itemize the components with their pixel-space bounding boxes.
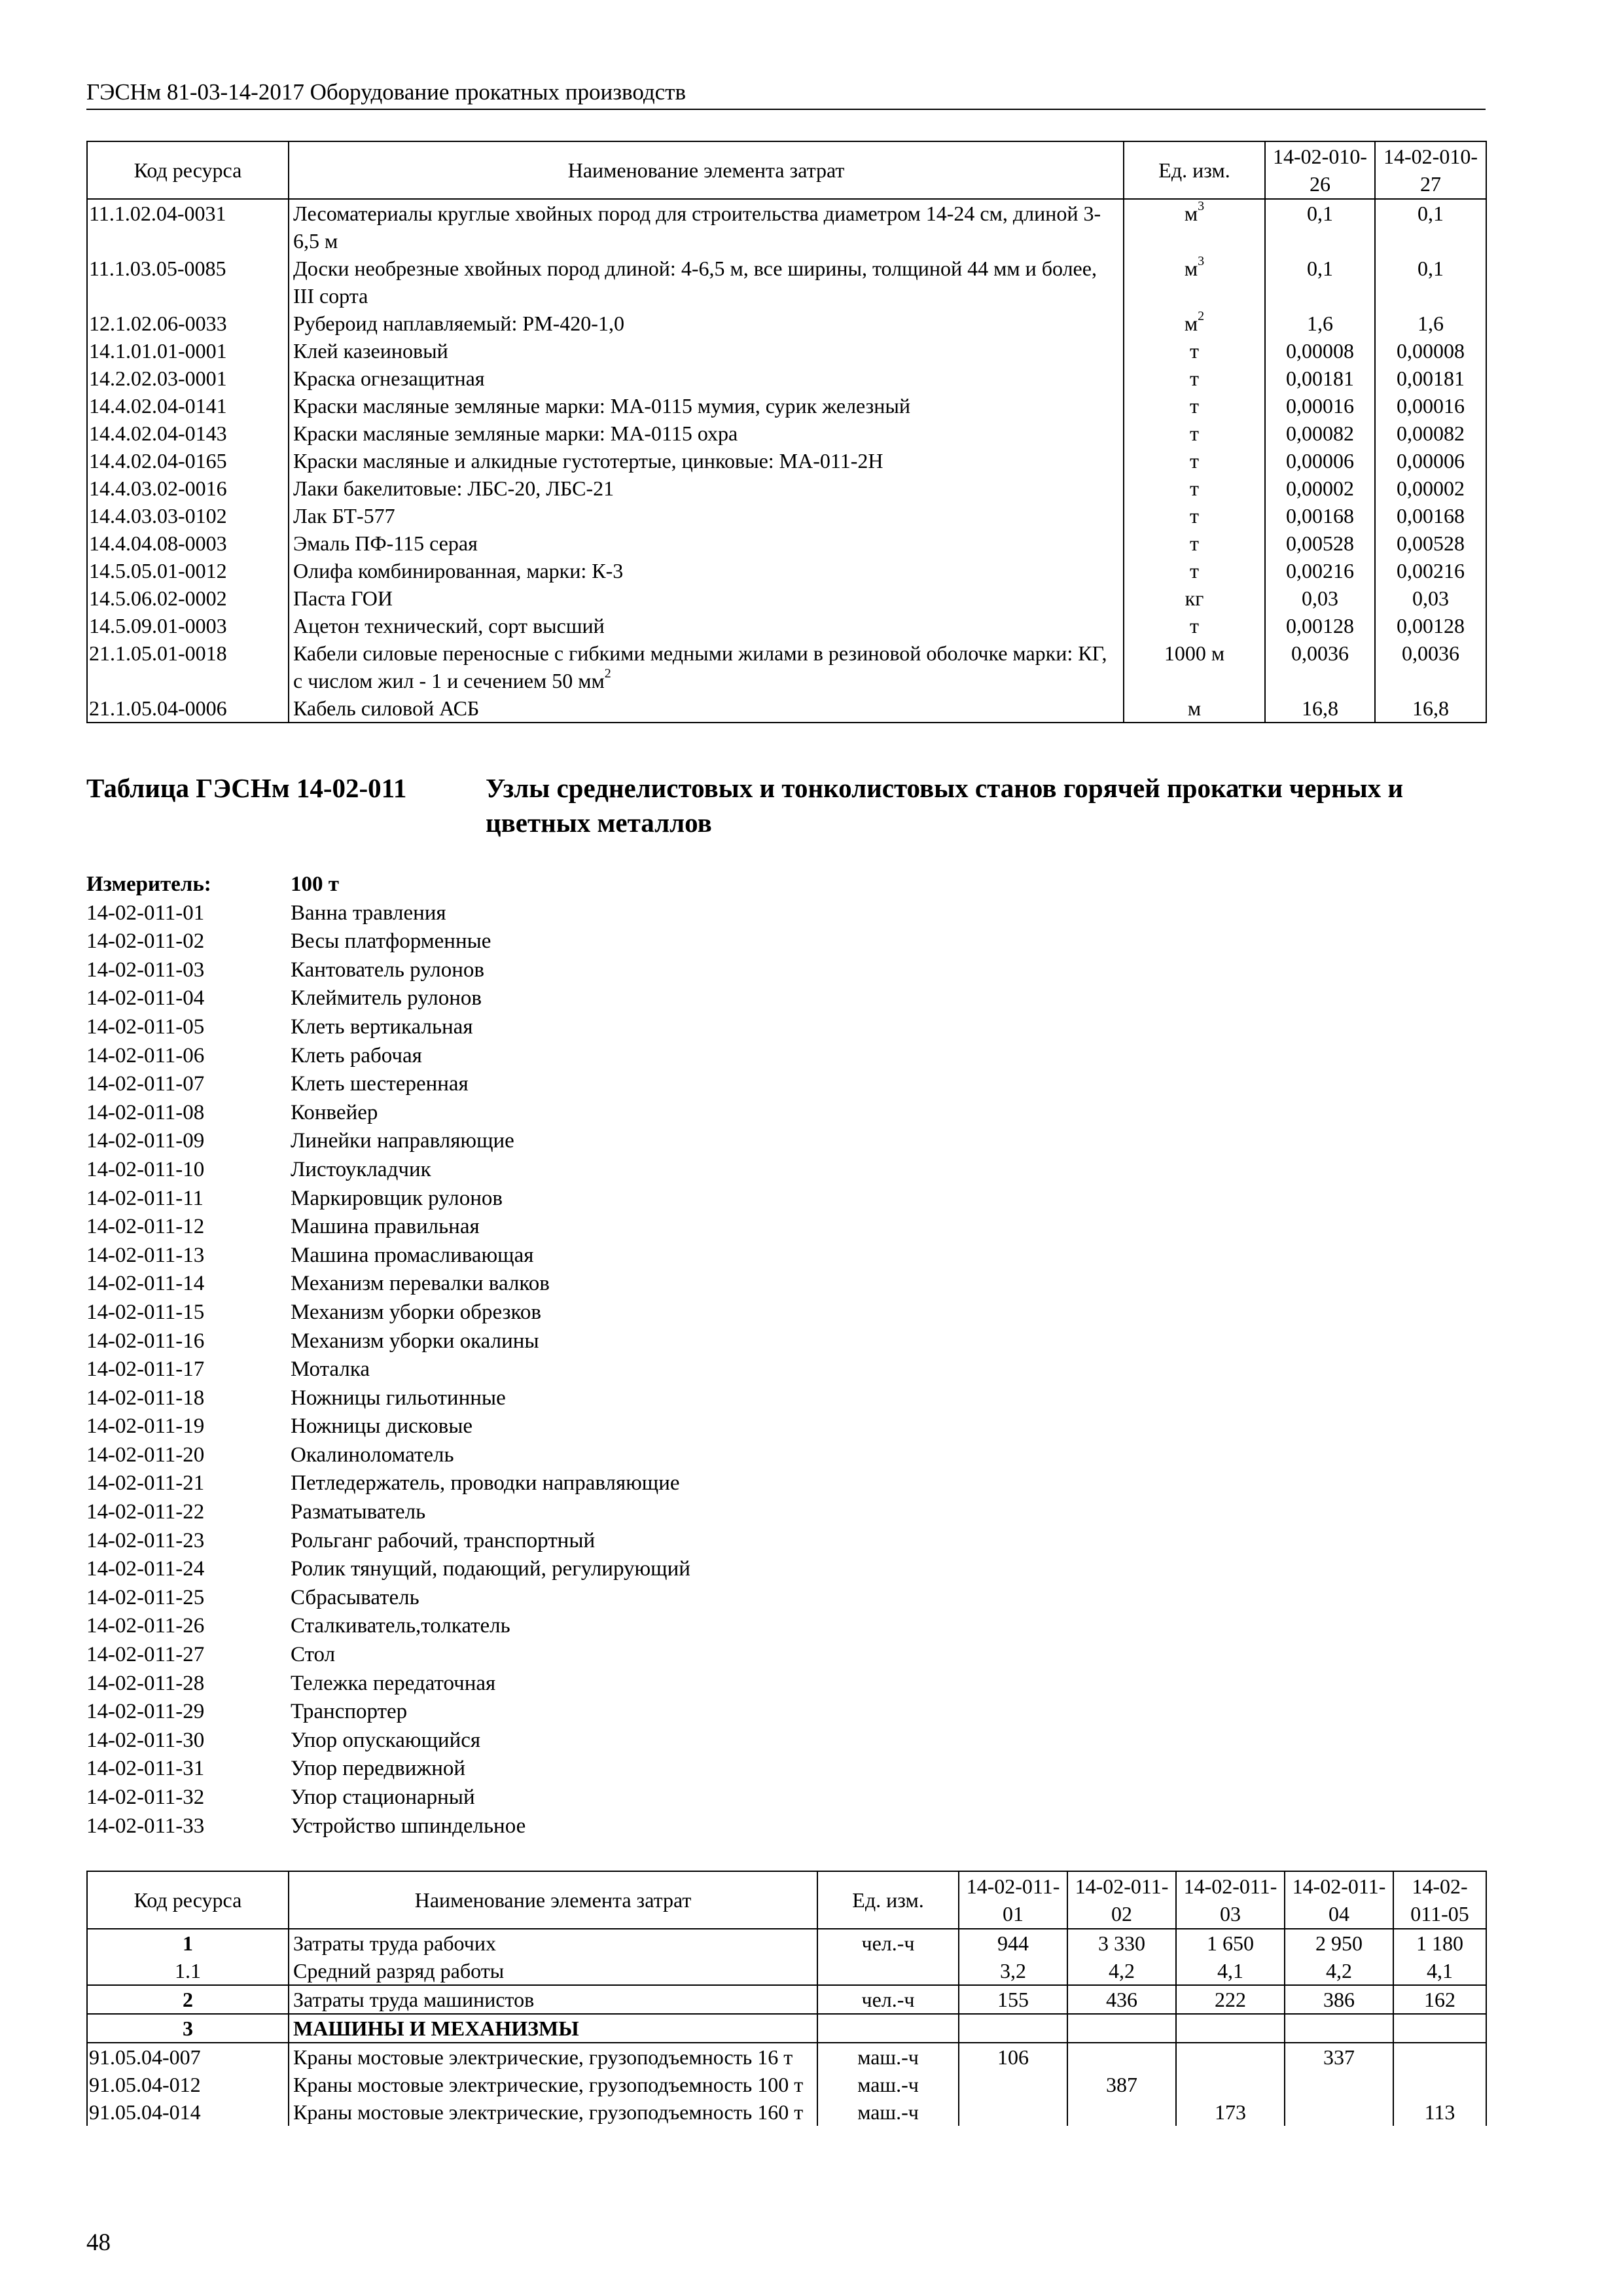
- list-item: [86, 1755, 1068, 1784]
- resource-name: МАШИНЫ И МЕХАНИЗМЫ: [289, 2014, 817, 2043]
- norm-value: 0,1: [1375, 255, 1486, 310]
- table-row: [87, 420, 1486, 447]
- norm-value: 0,1: [1265, 199, 1375, 255]
- norm-value: [959, 2014, 1067, 2043]
- resource-code: 14.5.05.01-0012: [87, 557, 289, 584]
- list-item: [86, 1670, 1068, 1698]
- resource-name: Затраты труда машинистов: [289, 1985, 817, 2014]
- table-row: [87, 255, 1486, 310]
- list-item: [86, 1612, 1068, 1641]
- table-title-label: Таблица ГЭСНм 14-02-011: [86, 773, 407, 803]
- norm-value: 387: [1067, 2071, 1176, 2098]
- list-item: [86, 1641, 1068, 1670]
- item-name: Устройство шпиндельное: [291, 1814, 526, 1838]
- norm-value: 222: [1176, 1985, 1285, 2014]
- resource-code: 21.1.05.01-0018: [87, 639, 289, 694]
- item-code: 14-02-011-13: [86, 1243, 205, 1267]
- resource-name: Краны мостовые электрические, грузоподъемность 16 т: [289, 2043, 817, 2071]
- table-row: [87, 612, 1486, 639]
- norm-value: 113: [1393, 2098, 1486, 2126]
- measure-value: 100 т: [291, 872, 339, 896]
- resource-code: 14.2.02.03-0001: [87, 365, 289, 392]
- table-row: [87, 557, 1486, 584]
- item-name: Машина правильная: [291, 1215, 480, 1239]
- resource-code: 91.05.04-012: [87, 2071, 289, 2098]
- unit-cell: маш.-ч: [817, 2098, 959, 2126]
- list-item: [86, 1270, 1068, 1299]
- norm-value: 0,03: [1375, 584, 1486, 612]
- list-item: [86, 1299, 1068, 1327]
- item-code: 14-02-011-22: [86, 1500, 205, 1524]
- item-code: 14-02-011-24: [86, 1557, 205, 1581]
- resource-code: 14.4.04.08-0003: [87, 529, 289, 557]
- item-code: 14-02-011-27: [86, 1643, 205, 1667]
- resource-name: Краны мостовые электрические, грузоподъемность 160 т: [289, 2098, 817, 2126]
- norm-value: 106: [959, 2043, 1067, 2071]
- col-header-norm: 14-02-010-27: [1375, 141, 1486, 199]
- table-row: [87, 2071, 1486, 2098]
- unit-cell: т: [1124, 447, 1265, 475]
- norm-value: 0,00002: [1375, 475, 1486, 502]
- table-row: [87, 337, 1486, 365]
- norm-value: 0,00181: [1265, 365, 1375, 392]
- table-row: [87, 365, 1486, 392]
- norm-value: 3 330: [1067, 1929, 1176, 1957]
- col-header-norm: 14-02-011-02: [1067, 1871, 1176, 1929]
- item-code: 14-02-011-30: [86, 1728, 205, 1752]
- list-item: [86, 1213, 1068, 1242]
- table-row: [87, 475, 1486, 502]
- list-item: [86, 1784, 1068, 1812]
- norm-value: [959, 2098, 1067, 2126]
- unit-cell: т: [1124, 365, 1265, 392]
- item-code: 14-02-011-03: [86, 958, 205, 982]
- norm-value: 0,00128: [1265, 612, 1375, 639]
- table-row: [87, 502, 1486, 529]
- item-name: Механизм перевалки валков: [291, 1272, 550, 1296]
- item-code: 14-02-011-17: [86, 1357, 205, 1382]
- item-name: Ножницы дисковые: [291, 1414, 473, 1439]
- table-title-text: Узлы среднелистовых и тонколистовых станов горячей прокатки черных и цветных металлов: [486, 773, 1404, 838]
- table-row: [87, 694, 1486, 723]
- item-name: Весы платформенные: [291, 929, 491, 954]
- unit-cell: маш.-ч: [817, 2071, 959, 2098]
- resource-code: 2: [87, 1985, 289, 2014]
- norm-value: 4,2: [1067, 1957, 1176, 1985]
- resource-code: 12.1.02.06-0033: [87, 310, 289, 337]
- unit-cell: $м^3$: [1124, 255, 1265, 310]
- resource-name: Ацетон технический, сорт высший: [289, 612, 1124, 639]
- list-item: [86, 1327, 1068, 1356]
- norm-value: 0,00008: [1375, 337, 1486, 365]
- item-code: 14-02-011-01: [86, 901, 205, 925]
- item-code: 14-02-011-16: [86, 1329, 205, 1353]
- table-row: [87, 1985, 1486, 2014]
- list-item: [86, 1156, 1068, 1185]
- resource-code: 1.1: [87, 1957, 289, 1985]
- list-item: [86, 1127, 1068, 1156]
- item-code: 14-02-011-07: [86, 1072, 205, 1096]
- list-item: [86, 1099, 1068, 1128]
- resource-name: Средний разряд работы: [289, 1957, 817, 1985]
- item-code: 14-02-011-18: [86, 1386, 205, 1410]
- item-name: Линейки направляющие: [291, 1129, 514, 1153]
- item-code: 14-02-011-31: [86, 1757, 205, 1781]
- unit-cell: $м^3$: [1124, 199, 1265, 255]
- list-item: [86, 1185, 1068, 1213]
- unit-cell: т: [1124, 612, 1265, 639]
- item-code: 14-02-011-15: [86, 1300, 205, 1324]
- norm-value: 0,00006: [1265, 447, 1375, 475]
- list-item: [86, 984, 1068, 1013]
- norm-value: 337: [1285, 2043, 1393, 2071]
- resource-name: Олифа комбинированная, марки: К-3: [289, 557, 1124, 584]
- item-code: 14-02-011-23: [86, 1528, 205, 1552]
- list-item: [86, 899, 1068, 928]
- norm-value: [1067, 2014, 1176, 2043]
- item-name: Упор передвижной: [291, 1757, 466, 1781]
- item-name: Механизм уборки обрезков: [291, 1300, 541, 1324]
- resource-code: 11.1.03.05-0085: [87, 255, 289, 310]
- item-code: 14-02-011-26: [86, 1614, 205, 1638]
- norm-value: 0,00216: [1265, 557, 1375, 584]
- resource-code: 14.4.02.04-0141: [87, 392, 289, 420]
- list-item: [86, 1812, 1068, 1841]
- norm-value: 0,0036: [1265, 639, 1375, 694]
- measure-label: Измеритель:: [86, 872, 211, 896]
- table-row: [87, 1929, 1486, 1957]
- item-name: Упор стационарный: [291, 1785, 475, 1809]
- norm-value: 0,00128: [1375, 612, 1486, 639]
- norm-value: 16,8: [1265, 694, 1375, 723]
- col-header-unit: Ед. изм.: [817, 1871, 959, 1929]
- list-item: [86, 1070, 1068, 1099]
- item-name: Рольганг рабочий, транспортный: [291, 1528, 596, 1552]
- unit-cell: т: [1124, 502, 1265, 529]
- unit-cell: т: [1124, 557, 1265, 584]
- norm-value: 0,0036: [1375, 639, 1486, 694]
- item-name: Листоукладчик: [291, 1157, 431, 1181]
- list-item: [86, 1727, 1068, 1755]
- running-header: ГЭСНм 81-03-14-2017 Оборудование прокатных производств: [86, 77, 1486, 110]
- item-name: Окалиноломатель: [291, 1443, 454, 1467]
- norm-value: 0,00528: [1375, 529, 1486, 557]
- norm-value: 1 650: [1176, 1929, 1285, 1957]
- norm-value: 0,00168: [1265, 502, 1375, 529]
- table-row: [87, 584, 1486, 612]
- resource-name: Краски масляные и алкидные густотертые, цинковые: МА-011-2Н: [289, 447, 1124, 475]
- list-item: [86, 1698, 1068, 1727]
- work-items-list: [86, 870, 1068, 1840]
- list-item: [86, 1013, 1068, 1042]
- resource-code: 21.1.05.04-0006: [87, 694, 289, 723]
- norm-value: 1 180: [1393, 1929, 1486, 1957]
- table-row: [87, 447, 1486, 475]
- norm-value: [1285, 2014, 1393, 2043]
- norm-value: 162: [1393, 1985, 1486, 2014]
- table-row: [87, 2014, 1486, 2043]
- resource-name: Лесоматериалы круглые хвойных пород для строительства диаметром 14-24 см, длиной 3-6,5 м: [289, 199, 1124, 255]
- norm-value: 0,00168: [1375, 502, 1486, 529]
- item-name: Упор опускающийся: [291, 1728, 481, 1752]
- item-name: Ножницы гильотинные: [291, 1386, 506, 1410]
- unit-cell: [817, 2014, 959, 2043]
- item-code: 14-02-011-04: [86, 986, 205, 1011]
- norm-value: 0,00528: [1265, 529, 1375, 557]
- list-item: [86, 956, 1068, 985]
- list-item: [86, 1042, 1068, 1071]
- item-code: 14-02-011-20: [86, 1443, 205, 1467]
- item-code: 14-02-011-06: [86, 1043, 205, 1067]
- norm-value: 4,2: [1285, 1957, 1393, 1985]
- norm-value: [1176, 2043, 1285, 2071]
- resource-name: Кабели силовые переносные с гибкими медными жилами в резиновой оболочке марки: КГ, с числом жил - 1 и сечением 50 $мм^2$: [289, 639, 1124, 694]
- item-name: Машина промасливающая: [291, 1243, 534, 1267]
- unit-cell: чел.-ч: [817, 1985, 959, 2014]
- resource-name: Краска огнезащитная: [289, 365, 1124, 392]
- item-name: Клеть шестеренная: [291, 1072, 469, 1096]
- item-code: 14-02-011-09: [86, 1129, 205, 1153]
- norm-value: 1,6: [1375, 310, 1486, 337]
- item-code: 14-02-011-12: [86, 1215, 205, 1239]
- resource-code: 91.05.04-007: [87, 2043, 289, 2071]
- norm-value: 2 950: [1285, 1929, 1393, 1957]
- item-code: 14-02-011-08: [86, 1100, 205, 1124]
- resources-table-011: [86, 1871, 1487, 2126]
- resource-name: Эмаль ПФ-115 серая: [289, 529, 1124, 557]
- resource-code: 14.4.02.04-0165: [87, 447, 289, 475]
- resource-name: Краски масляные земляные марки: МА-0115 мумия, сурик железный: [289, 392, 1124, 420]
- item-name: Сталкиватель,толкатель: [291, 1614, 510, 1638]
- item-name: Транспортер: [291, 1700, 408, 1724]
- norm-value: [1393, 2014, 1486, 2043]
- norm-value: 173: [1176, 2098, 1285, 2126]
- item-name: Сбрасыватель: [291, 1585, 419, 1609]
- resource-name: Лаки бакелитовые: ЛБС-20, ЛБС-21: [289, 475, 1124, 502]
- col-header-norm: 14-02-010-26: [1265, 141, 1375, 199]
- list-item: [86, 1584, 1068, 1613]
- norm-value: 1,6: [1265, 310, 1375, 337]
- col-header-norm: 14-02-011-01: [959, 1871, 1067, 1929]
- resource-code: 3: [87, 2014, 289, 2043]
- resource-code: 14.4.02.04-0143: [87, 420, 289, 447]
- item-name: Ванна травления: [291, 901, 446, 925]
- col-header-code: Код ресурса: [87, 141, 289, 199]
- unit-cell: т: [1124, 529, 1265, 557]
- item-code: 14-02-011-33: [86, 1814, 205, 1838]
- list-item: [86, 1242, 1068, 1270]
- item-name: Стол: [291, 1643, 336, 1667]
- item-name: Разматыватель: [291, 1500, 426, 1524]
- resource-name: Краски масляные земляные марки: МА-0115 охра: [289, 420, 1124, 447]
- list-item: [86, 1498, 1068, 1527]
- col-header-norm: 14-02-011-03: [1176, 1871, 1285, 1929]
- norm-value: [1176, 2014, 1285, 2043]
- resource-name: Затраты труда рабочих: [289, 1929, 817, 1957]
- norm-value: [959, 2071, 1067, 2098]
- col-header-unit: Ед. изм.: [1124, 141, 1265, 199]
- resource-name: Доски необрезные хвойных пород длиной: 4-6,5 м, все ширины, толщиной 44 мм и более, III сорта: [289, 255, 1124, 310]
- item-code: 14-02-011-14: [86, 1272, 205, 1296]
- list-item: [86, 1384, 1068, 1413]
- list-item: [86, 1355, 1068, 1384]
- unit-cell: кг: [1124, 584, 1265, 612]
- resource-code: 91.05.04-014: [87, 2098, 289, 2126]
- unit-cell: маш.-ч: [817, 2043, 959, 2071]
- unit-cell: 1000 м: [1124, 639, 1265, 694]
- resource-name: Краны мостовые электрические, грузоподъемность 100 т: [289, 2071, 817, 2098]
- item-name: Клеть рабочая: [291, 1043, 422, 1067]
- item-code: 14-02-011-11: [86, 1186, 204, 1210]
- unit-cell: $м^2$: [1124, 310, 1265, 337]
- resource-code: 1: [87, 1929, 289, 1957]
- list-item: [86, 927, 1068, 956]
- norm-value: 0,00016: [1375, 392, 1486, 420]
- item-code: 14-02-011-05: [86, 1014, 205, 1039]
- norm-value: 0,00082: [1375, 420, 1486, 447]
- unit-cell: т: [1124, 392, 1265, 420]
- item-code: 14-02-011-19: [86, 1414, 205, 1439]
- unit-cell: [817, 1957, 959, 1985]
- resource-code: 14.5.06.02-0002: [87, 584, 289, 612]
- item-name: Клеть вертикальная: [291, 1014, 473, 1039]
- norm-value: 16,8: [1375, 694, 1486, 723]
- list-item: [86, 1527, 1068, 1556]
- item-code: 14-02-011-29: [86, 1700, 205, 1724]
- resource-code: 14.1.01.01-0001: [87, 337, 289, 365]
- table-row: [87, 2098, 1486, 2126]
- norm-value: [1285, 2098, 1393, 2126]
- item-code: 14-02-011-02: [86, 929, 205, 954]
- table-row: [87, 529, 1486, 557]
- col-header-name: Наименование элемента затрат: [289, 1871, 817, 1929]
- norm-value: 0,00006: [1375, 447, 1486, 475]
- norm-value: 4,1: [1176, 1957, 1285, 1985]
- resource-name: Паста ГОИ: [289, 584, 1124, 612]
- table-row: [87, 199, 1486, 255]
- resource-name: Кабель силовой АСБ: [289, 694, 1124, 723]
- resource-name: Рубероид наплавляемый: РМ-420-1,0: [289, 310, 1124, 337]
- item-name: Моталка: [291, 1357, 370, 1382]
- norm-value: 944: [959, 1929, 1067, 1957]
- item-code: 14-02-011-10: [86, 1157, 205, 1181]
- list-item: [86, 1555, 1068, 1584]
- resource-code: 14.4.03.03-0102: [87, 502, 289, 529]
- item-code: 14-02-011-21: [86, 1471, 205, 1496]
- measure-row: [86, 870, 1068, 899]
- norm-value: 3,2: [959, 1957, 1067, 1985]
- norm-value: [1285, 2071, 1393, 2098]
- unit-cell: т: [1124, 475, 1265, 502]
- unit-cell: т: [1124, 420, 1265, 447]
- norm-value: [1393, 2043, 1486, 2071]
- norm-value: 0,00008: [1265, 337, 1375, 365]
- item-code: 14-02-011-25: [86, 1585, 205, 1609]
- list-item: [86, 1441, 1068, 1470]
- norm-value: 0,00016: [1265, 392, 1375, 420]
- list-item: [86, 1412, 1068, 1441]
- item-code: 14-02-011-28: [86, 1671, 205, 1695]
- table-row: [87, 310, 1486, 337]
- norm-value: [1067, 2043, 1176, 2071]
- col-header-name: Наименование элемента затрат: [289, 141, 1124, 199]
- resource-name: Клей казеиновый: [289, 337, 1124, 365]
- item-code: 14-02-011-32: [86, 1785, 205, 1809]
- norm-value: 0,00216: [1375, 557, 1486, 584]
- norm-value: 4,1: [1393, 1957, 1486, 1985]
- item-name: Механизм уборки окалины: [291, 1329, 539, 1353]
- norm-value: 0,1: [1375, 199, 1486, 255]
- item-name: Тележка передаточная: [291, 1671, 496, 1695]
- page-number: 48: [86, 2229, 111, 2256]
- unit-cell: м: [1124, 694, 1265, 723]
- unit-cell: чел.-ч: [817, 1929, 959, 1957]
- resources-table-010: [86, 141, 1487, 723]
- resource-code: 14.5.09.01-0003: [87, 612, 289, 639]
- table-row: [87, 639, 1486, 694]
- norm-value: [1067, 2098, 1176, 2126]
- item-name: Кантователь рулонов: [291, 958, 484, 982]
- resource-code: 14.4.03.02-0016: [87, 475, 289, 502]
- norm-value: 0,00181: [1375, 365, 1486, 392]
- item-name: Конвейер: [291, 1100, 378, 1124]
- table-row: [87, 392, 1486, 420]
- norm-value: 436: [1067, 1985, 1176, 2014]
- list-item: [86, 1469, 1068, 1498]
- item-name: Петледержатель, проводки направляющие: [291, 1471, 680, 1496]
- col-header-norm: 14-02-011-04: [1285, 1871, 1393, 1929]
- norm-value: [1393, 2071, 1486, 2098]
- item-name: Маркировщик рулонов: [291, 1186, 503, 1210]
- table-row: [87, 1957, 1486, 1985]
- norm-value: 386: [1285, 1985, 1393, 2014]
- table-row: [87, 2043, 1486, 2071]
- norm-value: 0,1: [1265, 255, 1375, 310]
- norm-value: 0,03: [1265, 584, 1375, 612]
- resource-name: Лак БТ-577: [289, 502, 1124, 529]
- item-name: Ролик тянущий, подающий, регулирующий: [291, 1557, 690, 1581]
- norm-value: [1176, 2071, 1285, 2098]
- item-name: Клеймитель рулонов: [291, 986, 482, 1011]
- norm-value: 155: [959, 1985, 1067, 2014]
- norm-value: 0,00002: [1265, 475, 1375, 502]
- col-header-code: Код ресурса: [87, 1871, 289, 1929]
- resource-code: 11.1.02.04-0031: [87, 199, 289, 255]
- col-header-norm: 14-02-011-05: [1393, 1871, 1486, 1929]
- norm-value: 0,00082: [1265, 420, 1375, 447]
- unit-cell: т: [1124, 337, 1265, 365]
